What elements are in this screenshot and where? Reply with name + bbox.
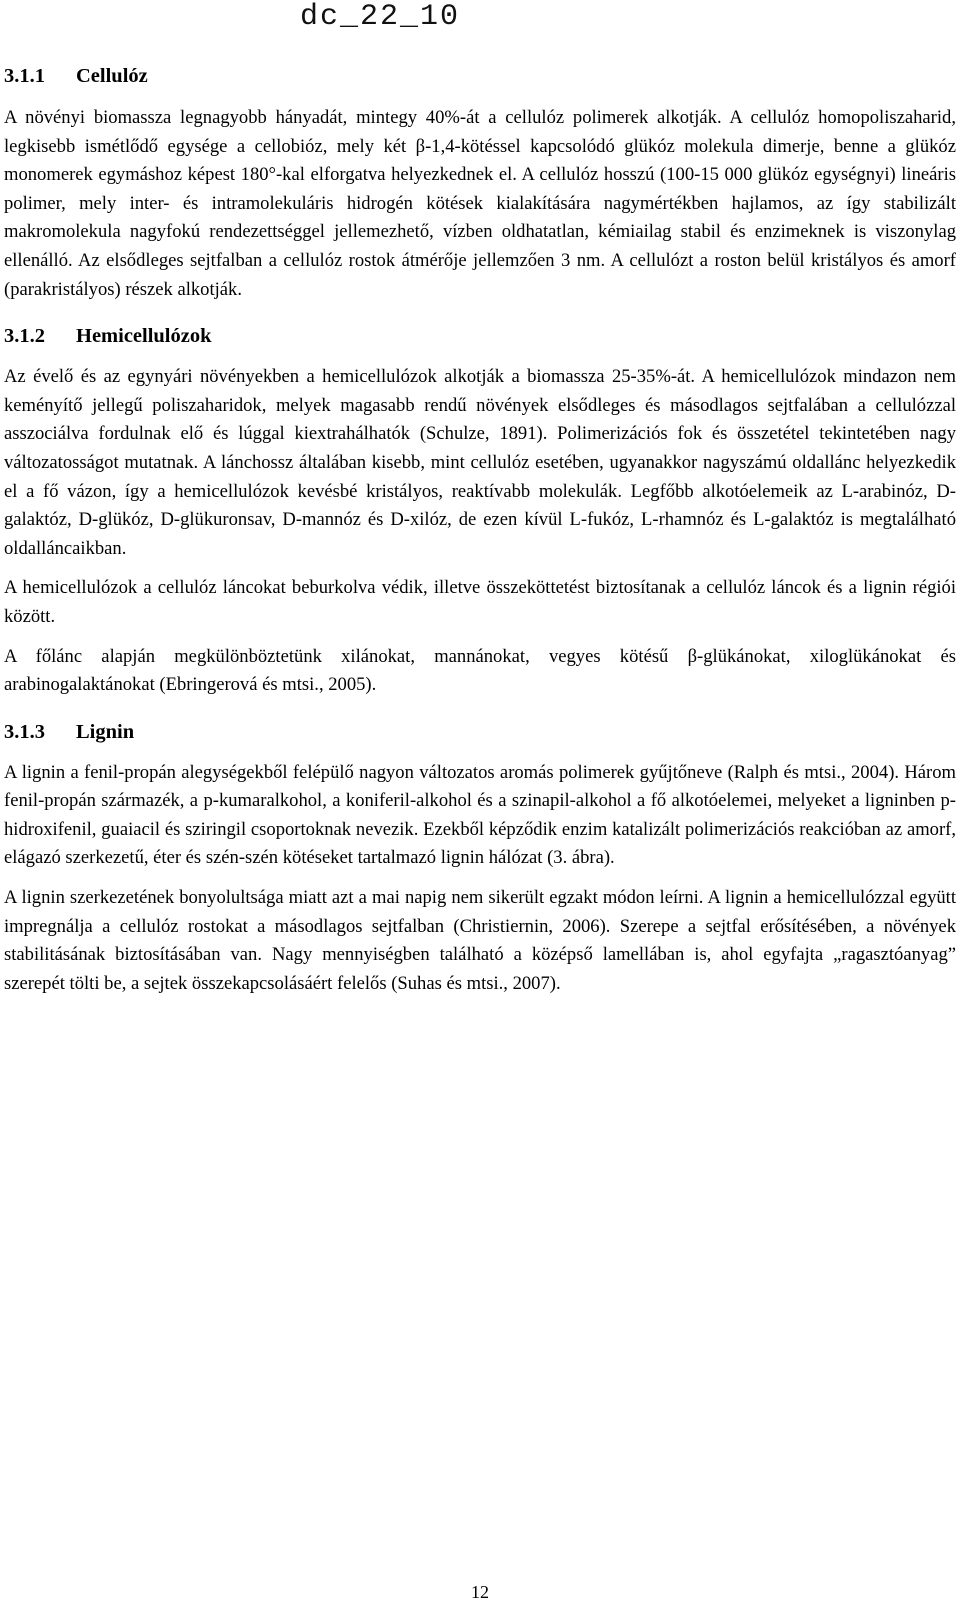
paragraph: A lignin szerkezetének bonyolultsága miatt azt a mai napig nem sikerült egzakt módon leírni. A lignin a hemicellulózzal együtt impregnálja a cellulóz rostokat a másodlagos sejtfalban (Christiernin, 2006). Szerepe a sejtfal erősítésében, a növények stabilitásának biztosításában van. Nagy mennyiségben található a középső lamellában is, ahol egyfajta „ragasztóanyag” szerepét tölti be, a sejtek összekapcsolásáért felelős (Suhas és mtsi., 2007). [4,887,956,994]
section-title: Cellulóz [76,65,148,87]
section-hemicellulose [4,320,956,700]
section-heading-cellulose [4,60,956,92]
paragraph: Az évelő és az egynyári növényekben a hemicellulózok alkotják a biomassza 25-35%-át. A hemicellulózok mindazon nem keményítő jellegű poliszaharidok, melyek magasabb rendű növények elsődleges és másodlagos sejtfalában a cellulózzal asszociálva fordulnak elő és lúggal kiextrahálhatók (Schulze, 1891). Polimerizációs fok és összetétel tekintetében nagy változatosságot mutatnak. A lánchossz általában kisebb, mint cellulóz esetében, ugyanakkor nagyszámú oldallánc helyezkedik el a fő vázon, így a hemicellulózok kevésbé kristályos, reaktívabb molekulák. Legfőbb alkotóelemeik az L-arabinóz, D-galaktóz, D-glükóz, D-glükuronsav, D-mannóz és D-xilóz, de ezen kívül L-fukóz, L-rhamnóz és L-galaktóz is megtalálható oldalláncaikban. [4,366,956,559]
paragraph: A hemicellulózok a cellulóz láncokat beburkolva védik, illetve összeköttetést biztosítanak a cellulóz láncok és a lignin régiói között. [4,577,956,627]
section-cellulose [4,60,956,304]
section-number: 3.1.2 [4,325,45,348]
page-number: 12 [471,1582,489,1602]
section-number: 3.1.1 [4,65,45,87]
document-id-watermark: dc_22_10 [300,0,461,34]
section-title: Lignin [76,720,135,743]
section-heading-lignin [4,716,956,748]
section-heading-hemicellulose [4,320,956,352]
section-title: Hemicellulózok [76,325,212,348]
document-page [4,60,956,1009]
section-lignin [4,716,956,999]
paragraph: A lignin a fenil-propán alegységekből felépülő nagyon változatos aromás polimerek gyűjtőneve (Ralph és mtsi., 2004). Három fenil-propán származék, a p-kumaralkohol, a koniferil-alkohol és a szinapil-alkohol a fő alkotóelemei, melyeket a ligninben p-hidroxifenil, guaiacil és sziringil csoportoknak nevezik. Ezekből képződik enzim katalizált polimerizációs reakcióban az amorf, elágazó szerkezetű, éter és szén-szén kötéseket tartalmazó lignin hálózat (3. ábra). [4,761,956,869]
paragraph: A növényi biomassza legnagyobb hányadát, mintegy 40%-át a cellulóz polimerek alkotják. A cellulóz homopoliszaharid, legkisebb ismétlődő egysége a cellobióz, mely két β-1,4-kötéssel kapcsolódó glükóz molekula dimerje, benne a glükóz monomerek egymáshoz képest 180°-kal elforgatva helyezkednek el. A cellulóz hosszú (100-15 000 glükóz egységnyi) lineáris polimer, mely inter- és intramolekuláris hidrogén kötések kialakítására nagymértékben hajlamos, az így stabilizált makromolekula nagyfokú rendezettséggel jellemezhető, vízben oldhatatlan, kémiailag stabil és enzimeknek is viszonylag ellenálló. Az elsődleges sejtfalban a cellulóz rostok átmérője jellemzően 3 nm. A cellulózt a roston belül kristályos és amorf (parakristályos) részek alkotják. [4,107,956,300]
paragraph: A főlánc alapján megkülönböztetünk xilánokat, mannánokat, vegyes kötésű β-glükánokat, xiloglükánokat és arabinogalaktánokat (Ebringerová és mtsi., 2005). [4,645,956,696]
section-number: 3.1.3 [4,720,45,743]
